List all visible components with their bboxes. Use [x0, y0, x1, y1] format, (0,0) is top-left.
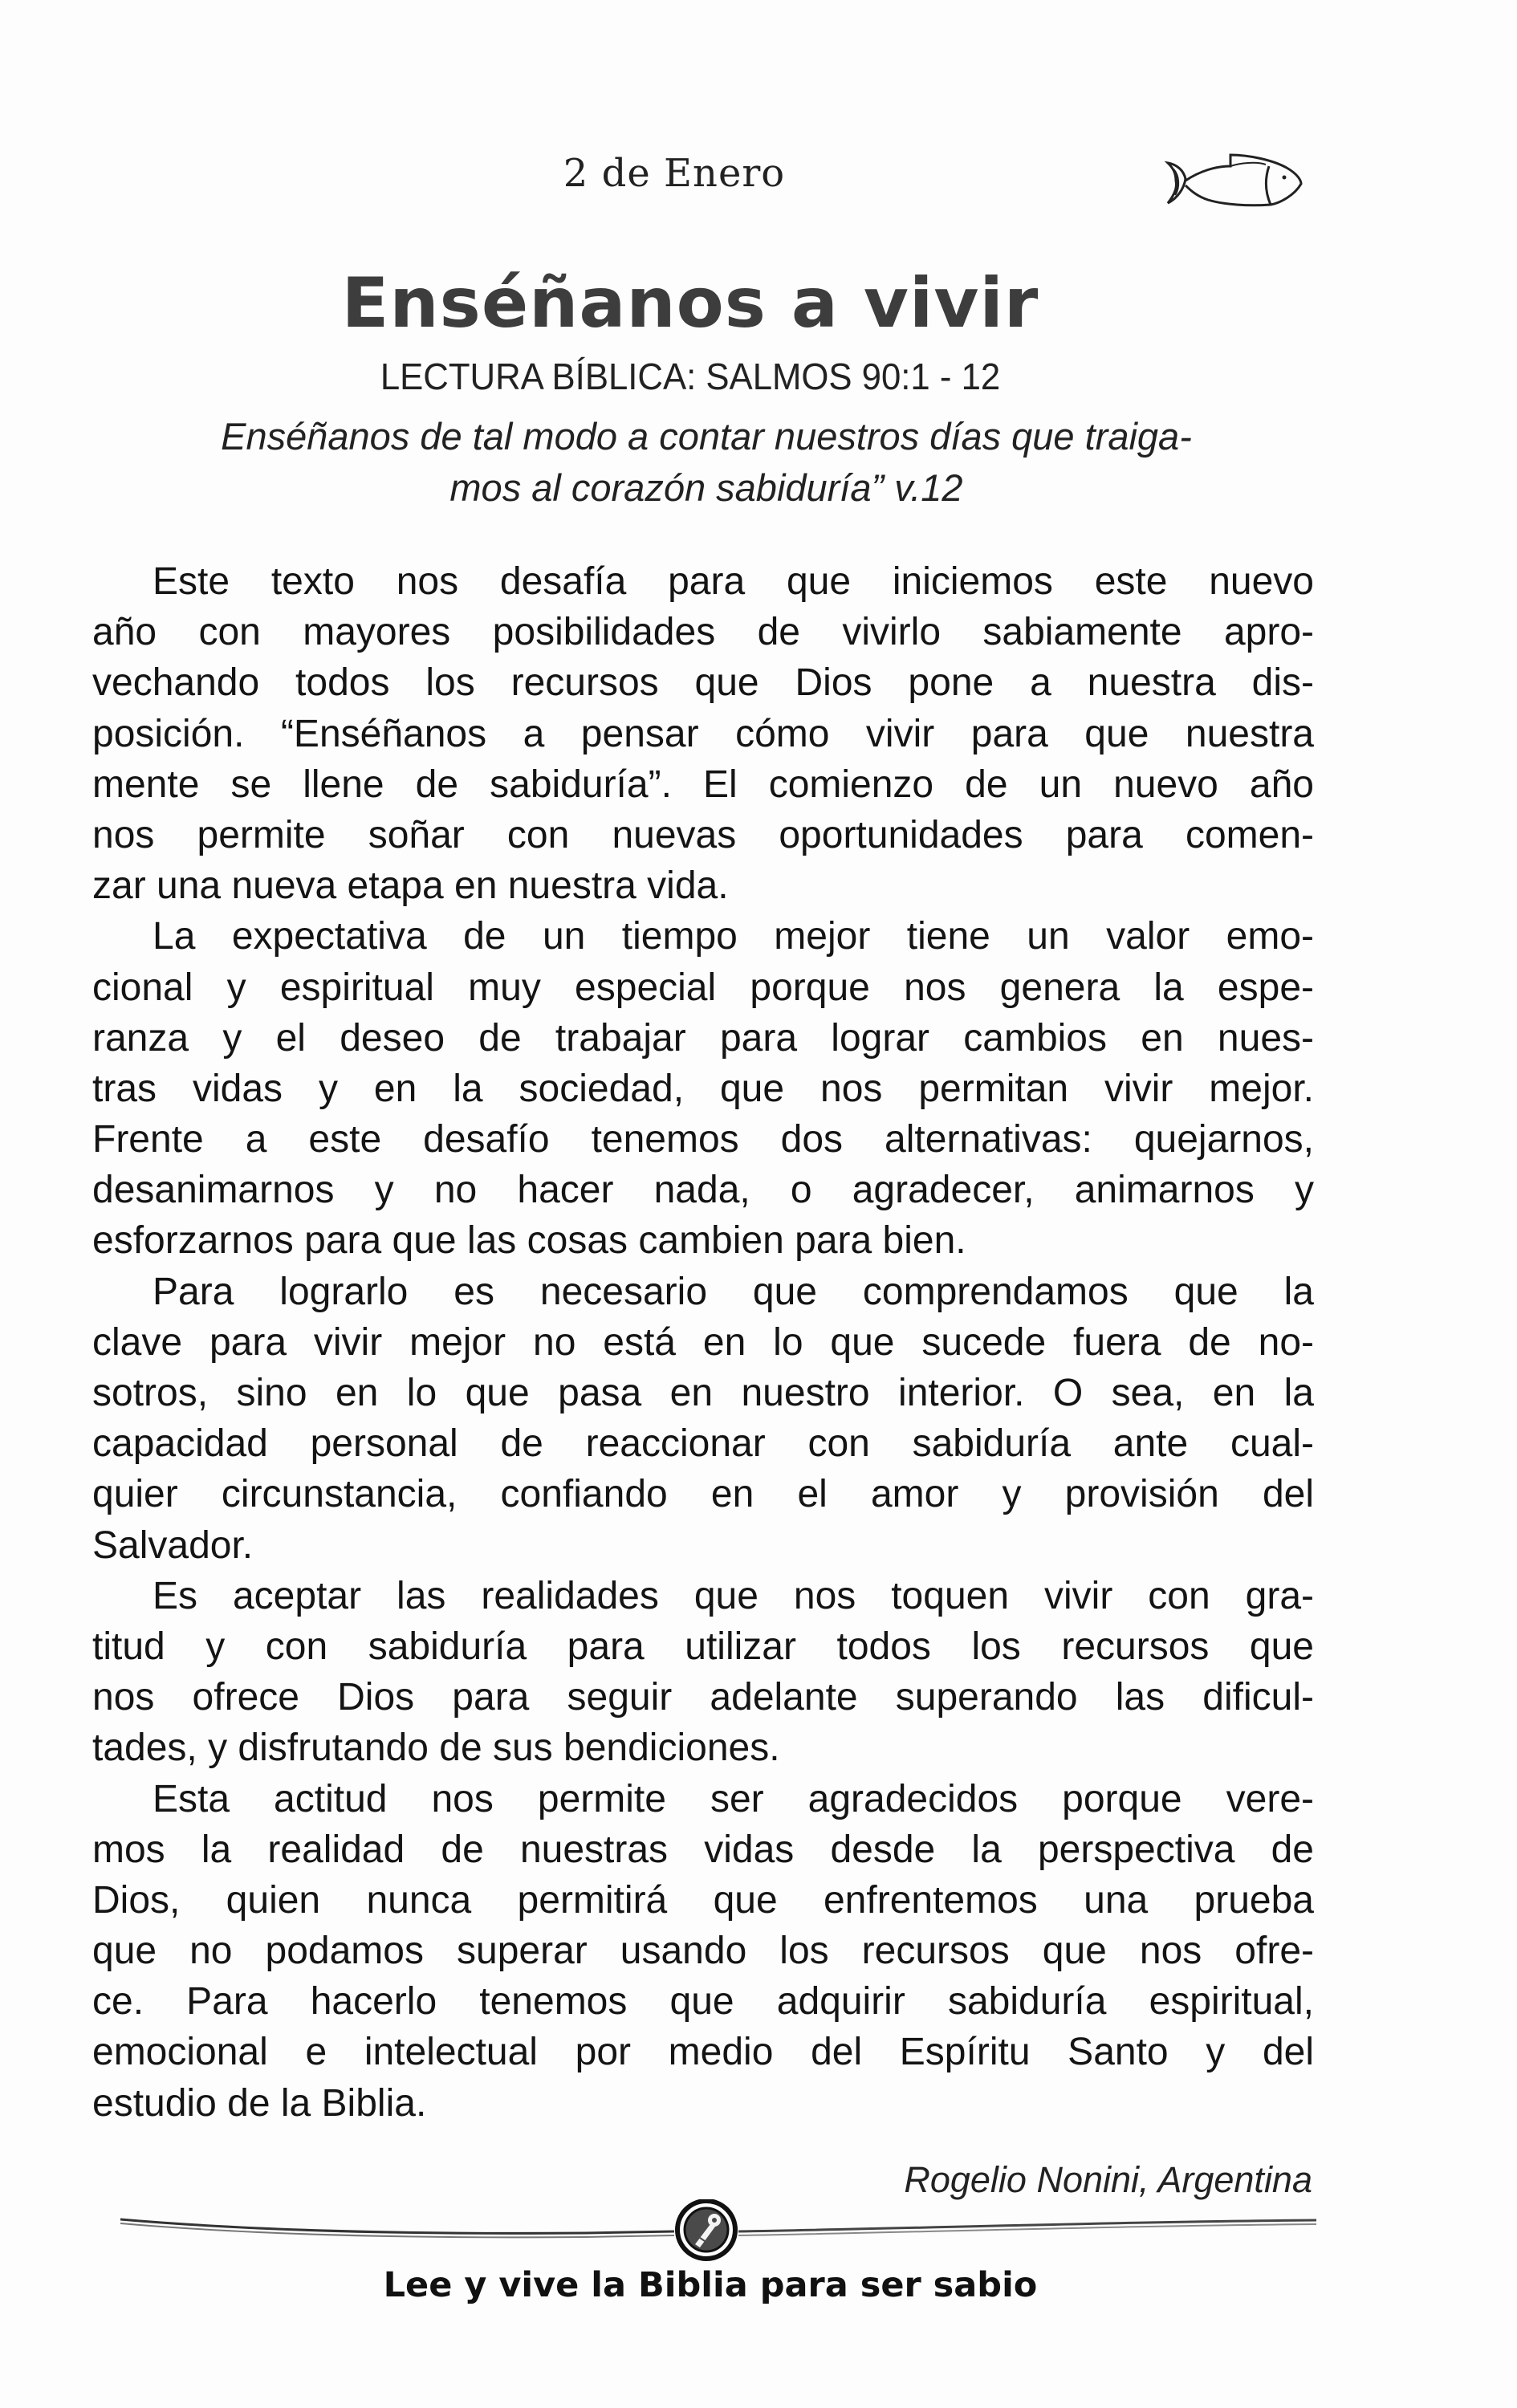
body-line: vechando todos los recursos que Dios pone a nuestra dis- — [92, 661, 1314, 705]
body-line: año con mayores posibilidades de vivirlo sabiamente apro- — [92, 611, 1314, 654]
body-line: capacidad personal de reaccionar con sabiduría ante cual- — [92, 1422, 1314, 1466]
body-line: Frente a este desafío tenemos dos alternativas: quejarnos, — [92, 1118, 1314, 1161]
body-line: tades, y disfrutando de sus bendiciones. — [92, 1727, 780, 1770]
body-line: Este texto nos desafía para que iniciemos este nuevo — [153, 560, 1314, 603]
key-emblem-icon — [677, 2201, 735, 2259]
body-line: Salvador. — [92, 1523, 254, 1567]
key-verse-line: Enséñanos de tal modo a contar nuestros días que traiga- — [221, 415, 1192, 458]
body-line: quier circunstancia, confiando en el amor y provisión del — [92, 1473, 1314, 1516]
body-line: posición. “Enséñanos a pensar cómo vivir para que nuestra — [92, 712, 1314, 755]
body-line: Esta actitud nos permite ser agradecidos porque vere- — [153, 1777, 1314, 1820]
footer-divider — [120, 2199, 1316, 2264]
body-line: ranza y el deseo de trabajar para lograr cambios en nues- — [92, 1016, 1314, 1060]
body-line: clave para vivir mejor no está en lo que sucede fuera de no- — [92, 1320, 1314, 1364]
footer-tagline: Lee y vive la Biblia para ser sabio — [383, 2265, 1038, 2305]
key-verse — [96, 411, 1316, 514]
body-line: mos la realidad de nuestras vidas desde la perspectiva de — [92, 1828, 1314, 1871]
bible-reading-reference: LECTURA BÍBLICA: SALMOS 90:1 - 12 — [380, 356, 1001, 397]
author-signature: Rogelio Nonini, Argentina — [904, 2159, 1312, 2200]
body-line: Dios, quien nunca permitirá que enfrentemos una prueba — [92, 1878, 1314, 1922]
body-line: mente se llene de sabiduría”. El comienzo de un nuevo año — [92, 763, 1314, 806]
body-line: nos permite soñar con nuevas oportunidades para comen- — [92, 813, 1314, 856]
body-line: titud y con sabiduría para utilizar todos los recursos que — [92, 1625, 1314, 1668]
body-line: La expectativa de un tiempo mejor tiene un valor emo- — [153, 915, 1314, 958]
devotional-body — [92, 556, 1314, 2129]
page-date: 2 de Enero — [563, 151, 786, 196]
body-line: Es aceptar las realidades que nos toquen vivir con gra- — [153, 1574, 1314, 1617]
body-line: ce. Para hacerlo tenemos que adquirir sabiduría espiritual, — [92, 1980, 1314, 2024]
devotional-title: Enséñanos a vivir — [341, 263, 1039, 344]
body-line: Para lograrlo es necesario que comprendamos que la — [153, 1270, 1314, 1313]
body-line: sotros, sino en lo que pasa en nuestro interior. O sea, en la — [92, 1372, 1314, 1414]
body-line: esforzarnos para que las cosas cambien para bien. — [92, 1219, 966, 1263]
body-line: que no podamos superar usando los recursos que nos ofre- — [92, 1930, 1314, 1973]
body-line: desanimarnos y no hacer nada, o agradecer, animarnos y — [92, 1169, 1314, 1212]
body-line: emocional e intelectual por medio del Espíritu Santo y del — [92, 2031, 1314, 2074]
key-verse-line: mos al corazón sabiduría” v.12 — [449, 466, 963, 509]
fish-icon — [1160, 148, 1304, 217]
body-line: cional y espiritual muy especial porque nos genera la espe- — [92, 966, 1314, 1009]
body-line: nos ofrece Dios para seguir adelante superando las dificul- — [92, 1676, 1314, 1719]
body-line: tras vidas y en la sociedad, que nos permitan vivir mejor. — [92, 1067, 1314, 1110]
body-line: zar una nueva etapa en nuestra vida. — [92, 864, 729, 908]
body-line: estudio de la Biblia. — [92, 2081, 427, 2125]
